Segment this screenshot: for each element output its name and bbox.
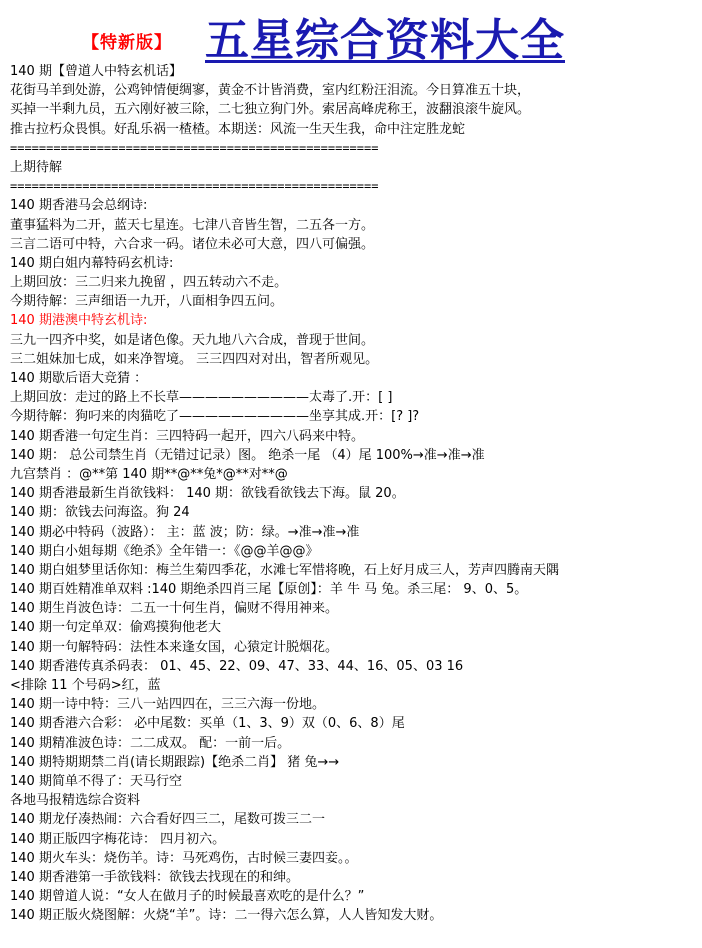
text-line: 140 期： 总公司禁生肖（无错过记录）图。 绝杀一尾 （4）尾 100%→准→准→准 — [10, 447, 485, 463]
separator-line: =================================================== — [10, 140, 379, 155]
text-line: 140 期火车头：烧伤羊。诗：马死鸡伤，古时候三妻四妾。。 — [10, 850, 358, 866]
text-line: 140 期【曾道人中特玄机话】 — [10, 64, 182, 79]
text-line: 140 期香港第一手欲钱料：欲钱去找现在的和绅。 — [10, 869, 299, 885]
text-line: 三九一四齐中奖，如是诸色像。天九地八六合成，普现于世间。 — [10, 332, 375, 348]
text-line: 140 期曾道人说：“女人在做月子的时候最喜欢吃的是什么？” — [10, 889, 365, 905]
text-line: 140 期正版火烧图解：火烧“羊”。诗：二一得六怎么算，人人皆知发大财。 — [10, 908, 443, 924]
text-line: 140 期一句解特码：法性本来逢女国，心猿定计脱烟花。 — [10, 639, 338, 655]
text-line: 140 期一句定单双：偷鸡摸狗他老大 — [10, 620, 221, 636]
section-heading: 上期待解 — [10, 159, 63, 175]
text-line: 140 期香港最新生肖欲钱料： 140 期：欲钱看欲钱去下海。鼠 20。 — [10, 486, 405, 502]
text-line: 九宫禁肖 ：@**第 140 期**@**兔*@**对**@ — [10, 466, 288, 482]
text-line: 140 期百姓精准单双料 :140 期绝杀四肖三尾【原创】：羊 牛 马 兔。杀三尾： 9、0、5。 — [10, 582, 528, 598]
text-line: 三二姐妹加七成，如来净智境。 三三四四对对出，智者所观见。 — [10, 351, 379, 367]
text-line: 140 期一诗中特：三八一站四四在，三三六海一份地。 — [10, 697, 325, 713]
text-line: 140 期香港一句定生肖：三四特码一起开，四六八码来中特。 — [10, 428, 364, 444]
text-line: 上期回放：走过的路上不长草——————————太毒了.开：[ ] — [10, 390, 393, 406]
text-line: <排除 11 个号码>红，蓝 — [10, 678, 161, 693]
text-line: 上期回放：三二归来九挽留 ，四五转动六不走。 — [10, 275, 288, 291]
text-line: 140 期：欲钱去问海盗。狗 24 — [10, 505, 190, 521]
text-line: 140 期香港六合彩： 必中尾数：买单（1、3、9）双（0、6、8）尾 — [10, 716, 405, 732]
text-line: 140 期香港马会总纲诗: — [10, 198, 148, 214]
separator-line: =================================================== — [10, 179, 379, 194]
text-line: 140 期特期期禁二肖(请长期跟踪)【绝杀二肖】 猪 兔→→ — [10, 754, 340, 770]
text-line: 三言二语可中特，六合求一码。诸位未必可大意，四八可偏强。 — [10, 236, 375, 252]
text-line: 140 期必中特码（波路）： 主：蓝 波；防：绿。→准→准→准 — [10, 524, 360, 540]
edition-badge: 【特新版】 — [82, 33, 172, 53]
section-heading: 各地马报精选综合资料 — [10, 793, 141, 809]
text-line: 140 期白姐内幕特码玄机诗: — [10, 255, 174, 271]
text-line: 买掉一半剩九员，五六刚好被三除，二七独立狗门外。索居高峰虎称王，波翻浪滚牛旋风。 — [10, 102, 531, 118]
text-line: 今期待解：三声细语一九开，八面相争四五问。 — [10, 294, 284, 310]
text-line: 140 期正版四字梅花诗： 四月初六。 — [10, 831, 226, 847]
text-line: 推古拉朽众畏惧。好乱乐祸一楂楂。本期送：风流一生天生我，命中注定胜龙蛇 — [10, 121, 466, 137]
text-line: 140 期精准波色诗：二二成双。 配：一前一后。 — [10, 735, 291, 751]
text-line: 140 期简单不得了：天马行空 — [10, 773, 182, 789]
document-body — [10, 62, 696, 925]
text-line: 140 期歇后语大竞猜 ： — [10, 371, 148, 386]
page-title: 五星综合资料大全 — [205, 15, 565, 66]
text-line: 140 期白小姐每期《绝杀》全年错一：《@@羊@@》 — [10, 543, 319, 559]
text-line: 花街马羊到处游，公鸡钟情便绸寥，黄金不计皆消费，室内红粉汪泪流。今日算准五十块， — [10, 83, 531, 99]
highlighted-heading: 140 期港澳中特玄机诗: — [10, 313, 148, 329]
text-line: 140 期龙仔凑热闹：六合看好四三二，尾数可拨三二一 — [10, 812, 325, 828]
text-line: 140 期生肖波色诗：二五一十何生肖，偏财不得用神来。 — [10, 601, 338, 617]
text-line: 140 期香港传真杀码表： 01、45、22、09、47、33、44、16、05、03 16 — [10, 658, 464, 674]
page-header — [0, 0, 702, 66]
text-line: 140 期白姐梦里话你知：梅兰生菊四季花，水滩七军惜将晚，石上好月成三人，芳声四腾南天隅 — [10, 562, 559, 578]
text-line: 董事猛料为二开，蓝天七星连。七津八音皆生智，二五各一方。 — [10, 217, 375, 233]
text-line: 今期待解：狗叼来的肉猫吃了——————————坐享其成.开：[? ]? — [10, 409, 420, 425]
